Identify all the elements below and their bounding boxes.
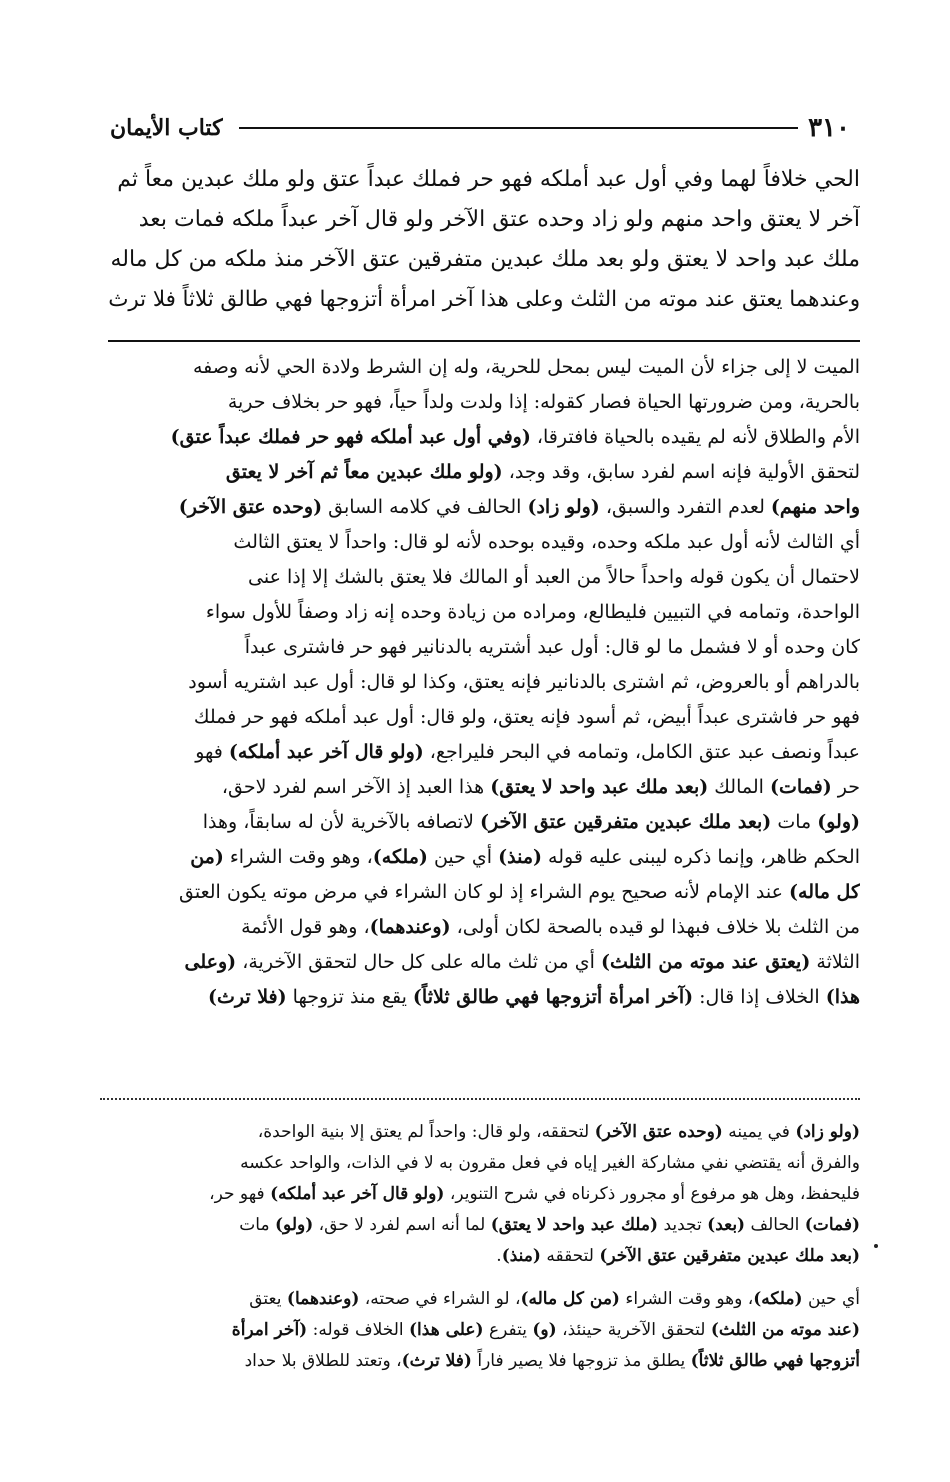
commentary-line xyxy=(100,350,860,385)
text-run: حر xyxy=(831,776,860,798)
bold-phrase: (بعد) xyxy=(707,1215,746,1235)
text-run: فليحفظ، وهل هو مرفوع أو مجرور ذكرناه في شرح التنوير، xyxy=(444,1184,860,1204)
text-run: أي الثالث لأنه أول عبد ملكه وحده، وقيده بوحده لأنه لو قال: واحداً لا يعتق الثالث xyxy=(233,531,860,553)
paragraph-gap xyxy=(100,1272,860,1284)
bold-phrase: (ولو قال آخر عبد أملكه) xyxy=(270,1184,445,1204)
bold-phrase: (ولو ملك عبدين معاً ثم آخر لا يعتق xyxy=(225,461,503,483)
text-run: يقع منذ تزوجها xyxy=(286,986,413,1008)
text-run: يتفرع xyxy=(483,1320,533,1340)
text-run: يعتق xyxy=(249,1289,287,1309)
bold-phrase: (ملكه) xyxy=(372,846,428,868)
text-run: تجديد xyxy=(658,1215,708,1235)
text-run: لما أنه اسم لفرد لا حق، xyxy=(313,1215,491,1235)
bold-phrase: (وفي أول عبد أملكه فهو حر فملك عبداً عتق) xyxy=(170,426,531,448)
commentary-line xyxy=(100,910,860,945)
bold-phrase: (فلا ترث) xyxy=(401,1351,472,1371)
bold-phrase: (ملكه) xyxy=(753,1289,803,1309)
text-run: ، وهو وقت الشراء xyxy=(619,1289,754,1309)
bold-phrase: (ملك عبد واحد لا يعتق) xyxy=(490,1215,659,1235)
text-run: ، وهو وقت الشراء xyxy=(223,846,373,868)
bold-phrase: (ولو) xyxy=(275,1215,314,1235)
text-run: بالدراهم أو بالعروض، ثم اشترى بالدنانير فإنه يعتق، وكذا لو قال: أول عبد اشتريه أسود xyxy=(188,671,860,693)
text-run: فهو xyxy=(195,741,229,763)
bold-phrase: (فمات) xyxy=(804,1215,860,1235)
commentary-line xyxy=(100,595,860,630)
text-run: بالحرية، ومن ضرورتها الحياة فصار كقوله: إذا ولدت ولداً حياً، فهو حر بخلاف حرية xyxy=(227,391,860,413)
bold-phrase: (منذ) xyxy=(501,1246,541,1266)
bold-phrase: (ولو زاد) xyxy=(795,1122,860,1142)
text-run: الحالف في كلامه السابق xyxy=(322,496,528,518)
page-number: ٣١٠ xyxy=(808,113,850,143)
main-text-line: وعندهما يعتق عند موته من الثلث وعلى هذا آخر امرأة أتزوجها فهي طالق ثلاثاً فلا ترث xyxy=(108,287,860,312)
text-run: والفرق أنه يقتضي نفي مشاركة الغير إياه في فعل مقرون به لا في الذات، والواحد عكسه xyxy=(240,1153,860,1173)
bold-phrase: (منذ) xyxy=(498,846,542,868)
commentary-line xyxy=(100,805,860,840)
text-run: من الثلث بلا خلاف فبهذا لو قيده بالصحة لكان أولى، xyxy=(450,916,860,938)
footnotes-text xyxy=(100,1117,860,1377)
bold-phrase: (آخر امرأة أتزوجها فهي طالق ثلاثاً) xyxy=(412,986,694,1008)
text-run: الحالف xyxy=(745,1215,805,1235)
text-run: فهو حر، xyxy=(209,1184,271,1204)
bold-phrase: (بعد ملك عبد واحد لا يعتق) xyxy=(490,776,709,798)
text-run: ، وتعتد للطلاق بلا حداد xyxy=(244,1351,402,1371)
text-run: لاحتمال أن يكون قوله واحداً حالاً من العبد أو المالك فلا يعتق بالشك إلا إذا عنى xyxy=(248,566,860,588)
text-run: مات xyxy=(771,811,818,833)
bold-phrase: هذا) xyxy=(825,986,860,1008)
text-run: أي حين xyxy=(802,1289,860,1309)
text-run: الخلاف إذا قال: xyxy=(693,986,826,1008)
notes-line xyxy=(100,1210,860,1241)
commentary-text xyxy=(100,350,860,1015)
bold-phrase: واحد منهم) xyxy=(770,496,860,518)
bold-phrase: (آخر امرأة xyxy=(231,1320,308,1340)
text-run: الحكم ظاهر، وإنما ذكره ليبنى عليه قوله xyxy=(542,846,860,868)
text-run: الخلاف قوله: xyxy=(307,1320,410,1340)
text-run: لتحقق الآخرية حينئذ، xyxy=(556,1320,711,1340)
commentary-line xyxy=(100,630,860,665)
commentary-line xyxy=(100,420,860,455)
commentary-line xyxy=(100,455,860,490)
notes-line xyxy=(100,1241,860,1272)
text-run: الميت لا إلى جزاء لأن الميت ليس بمحل للحرية، وله إن الشرط ولادة الحي لأنه وصفه xyxy=(192,356,860,378)
commentary-line xyxy=(100,385,860,420)
text-run: أي حين xyxy=(427,846,499,868)
page-header xyxy=(110,110,850,146)
text-run: . xyxy=(496,1246,502,1266)
commentary-line xyxy=(100,945,860,980)
bold-phrase: (ولو قال آخر عبد أملكه) xyxy=(228,741,424,763)
text-run: لتحقق الأولية فإنه اسم لفرد سابق، وقد وجد، xyxy=(502,461,860,483)
bold-phrase: (و) xyxy=(532,1320,557,1340)
notes-line xyxy=(100,1346,860,1377)
text-run: في يمينه xyxy=(722,1122,796,1142)
bold-phrase: (فمات) xyxy=(769,776,832,798)
commentary-line xyxy=(100,665,860,700)
commentary-line xyxy=(100,490,860,525)
bold-phrase: (فلا ترث) xyxy=(207,986,287,1008)
notes-line xyxy=(100,1315,860,1346)
main-text-line: آخر لا يعتق واحد منهم ولو زاد وحده عتق الآخر ولو قال آخر عبداً ملكه فمات بعد xyxy=(138,207,860,232)
text-run: أي من ثلث ماله على كل حال لتحقق الآخرية، xyxy=(236,951,601,973)
text-run: هذا العبد إذ الآخر اسم لفرد لاحق، xyxy=(221,776,491,798)
bold-phrase: (بعد ملك عبدين متفرقين عتق الآخر) xyxy=(599,1246,860,1266)
bold-phrase: أتزوجها فهي طالق ثلاثاً) xyxy=(690,1351,860,1371)
header-rule xyxy=(239,127,799,129)
text-run: كان وحده أو لا فشمل ما لو قال: أول عبد أشتريه بالدنانير فهو حر فاشترى عبداً xyxy=(244,636,860,658)
commentary-line xyxy=(100,770,860,805)
bold-phrase: (وحده عتق الآخر) xyxy=(594,1122,723,1142)
text-run: ، لو الشراء في صحته، xyxy=(359,1289,521,1309)
text-run: ، وهو قول الأئمة xyxy=(241,916,370,938)
main-text-line: الحي خلافاً لهما وفي أول عبد أملكه فهو حر فملك عبداً عتق ولو ملك عبدين معاً ثم xyxy=(117,167,860,192)
bold-phrase: (يعتق عند موته من الثلث) xyxy=(600,951,811,973)
text-run: يطلق مذ تزوجها فلا يصير فاراً xyxy=(471,1351,691,1371)
notes-line xyxy=(100,1179,860,1210)
bold-phrase: (من xyxy=(190,846,224,868)
dotted-separator xyxy=(100,1098,860,1100)
bold-phrase: كل ماله) xyxy=(789,881,860,903)
text-run: المالك xyxy=(708,776,770,798)
text-run: لاتصافه بالآخرية لأن له سابقاً، وهذا xyxy=(202,811,480,833)
commentary-line xyxy=(100,560,860,595)
text-run: مات xyxy=(239,1215,275,1235)
commentary-line xyxy=(100,735,860,770)
notes-line xyxy=(100,1284,860,1315)
text-run: الأم والطلاق لأنه لم يقيده بالحياة فافترقا، xyxy=(530,426,860,448)
commentary-line xyxy=(100,840,860,875)
text-run: الواحدة، وتمامه في التبيين فليطالع، ومراده من زيادة وحده إنه زاد وصفاً للأول سواء xyxy=(205,601,860,623)
bold-phrase: (ولو زاد) xyxy=(527,496,600,518)
text-run: لتحققه، ولو قال: واحداً لم يعتق إلا بنية الواحدة، xyxy=(257,1122,595,1142)
bold-phrase: (وحده عتق الآخر) xyxy=(178,496,323,518)
margin-mark xyxy=(874,1244,878,1248)
main-text xyxy=(108,160,860,320)
bold-phrase: (على هذا) xyxy=(409,1320,484,1340)
bold-phrase: (من كل ماله) xyxy=(520,1289,620,1309)
bold-phrase: (وعلى xyxy=(184,951,237,973)
text-run: عند الإمام لأنه صحيح يوم الشراء إذ لو كان الشراء في مرض موته يكون العتق xyxy=(179,881,790,903)
bold-phrase: (بعد ملك عبدين متفرقين عتق الآخر) xyxy=(479,811,772,833)
bold-phrase: (وعندهما) xyxy=(369,916,451,938)
book-title: كتاب الأيمان xyxy=(110,115,223,141)
bold-phrase: (عند موته من الثلث) xyxy=(710,1320,860,1340)
bold-phrase: (وعندهما) xyxy=(286,1289,360,1309)
text-run: الثلاثة xyxy=(810,951,860,973)
text-run: عبداً ونصف عبد عتق الكامل، وتمامه في البحر فليراجع، xyxy=(423,741,860,763)
commentary-line xyxy=(100,525,860,560)
commentary-line xyxy=(100,700,860,735)
text-run: فهو حر فاشترى عبداً أبيض، ثم أسود فإنه يعتق، ولو قال: أول عبد أملكه فهو حر فملك xyxy=(193,706,860,728)
main-separator xyxy=(108,340,860,342)
bold-phrase: (ولو) xyxy=(817,811,860,833)
commentary-line xyxy=(100,980,860,1015)
commentary-line xyxy=(100,875,860,910)
text-run: لتحققه xyxy=(540,1246,600,1266)
notes-line xyxy=(100,1148,860,1179)
notes-line xyxy=(100,1117,860,1148)
main-text-line: ملك عبد واحد لا يعتق ولو بعد ملك عبدين متفرقين عتق الآخر منذ ملكه من كل ماله xyxy=(110,247,860,272)
text-run: لعدم التفرد والسبق، xyxy=(599,496,771,518)
